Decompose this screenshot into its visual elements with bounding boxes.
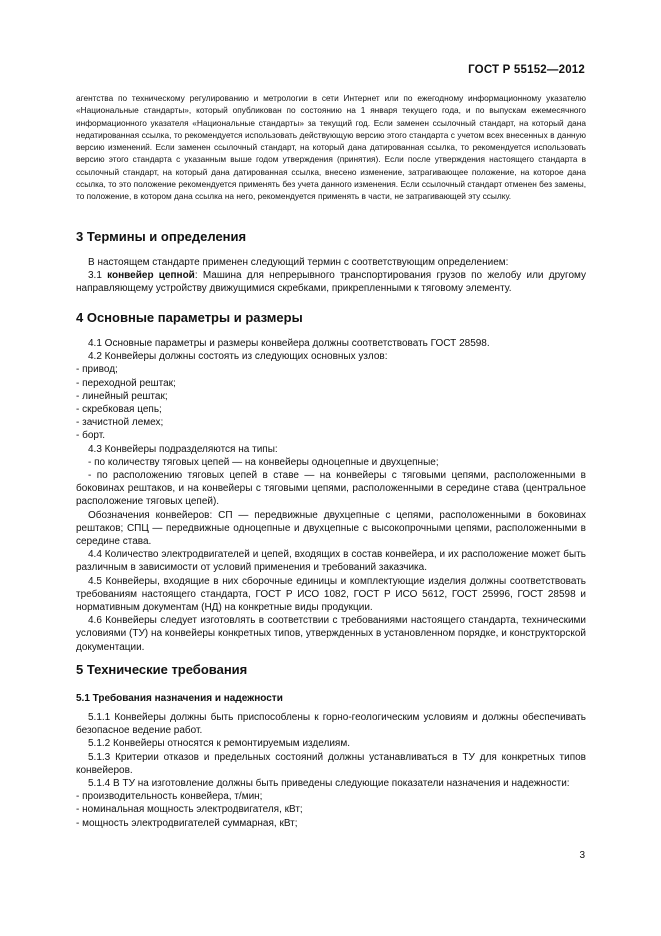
- intro-paragraph: [76, 92, 586, 203]
- clause-5-1-1: 5.1.1 Конвейеры должны быть приспособлены к горно-геологическим условиям и должны обеспечивать безопасное ведение работ.: [76, 712, 586, 737]
- unit-item: - скребковая цепь;: [76, 404, 162, 416]
- unit-item: - зачистной лемех;: [76, 417, 164, 429]
- clause-5-1-3: 5.1.3 Критерии отказов и предельных состояний должны устанавливаться в ТУ для конкретных типов конвейеров.: [76, 751, 586, 776]
- unit-item: - борт.: [76, 430, 105, 442]
- indicator-item: - производительность конвейера, т/мин;: [76, 791, 263, 803]
- clause-4-3-a: - по количеству тяговых цепей — на конвейеры одноцепные и двухцепные;: [88, 456, 439, 468]
- section-3-intro: В настоящем стандарте применен следующий термин с соответствующим определением:: [88, 257, 509, 268]
- clause-4-3: 4.3 Конвейеры подразделяются на типы:: [88, 443, 278, 455]
- clause-4-1: 4.1 Основные параметры и размеры конвейера должны соответствовать ГОСТ 28598.: [88, 338, 490, 349]
- clause-4-3-c: Обозначения конвейеров: СП — передвижные двухцепные с цепями, расположенными в боковинах рештаков; СПЦ — передвижные одноцепные и двухцепные с высокопрочными цепями, расположенными в середине става.: [76, 509, 586, 548]
- section-3: [76, 229, 586, 296]
- section-5-title: 5 Технические требования: [76, 662, 248, 677]
- clause-4-3-b: - по расположению тяговых цепей в ставе — на конвейеры с тяговыми цепями, расположенными в боковинах рештаков, и на конвейеры с тяговыми цепями, расположенными в середине става (центральное расположение тяговых цепей).: [76, 470, 586, 508]
- term-definition: [76, 269, 586, 295]
- section-4-body: [76, 337, 586, 654]
- clause-4-5: 4.5 Конвейеры, входящие в них сборочные единицы и комплектующие изделия должны соответствовать требованиям настоящего стандарта, ГОСТ Р ИСО 1082, ГОСТ Р ИСО 5612, ГОСТ 25996, ГОСТ 28598 и нормативным документам (НД) на конкретные виды продукции.: [76, 575, 586, 614]
- clause-4-6: 4.6 Конвейеры следует изготовлять в соответствии с требованиями настоящего стандарта, техническими условиями (ТУ) на конвейеры конкретных типов, утвержденных в установленном порядке, и конструкторской документации.: [76, 615, 586, 653]
- section-3-title: 3 Термины и определения: [76, 229, 247, 244]
- unit-item: - привод;: [76, 364, 118, 376]
- unit-item: - линейный рештак;: [76, 390, 168, 402]
- term-text: : Машина для непрерывного транспортирования грузов по желобу или другому направляющему устройству движущимися скребками, прикрепленными к тяговому элементу.: [76, 270, 586, 295]
- document-header-id: ГОСТ Р 55152—2012: [468, 64, 585, 76]
- indicator-item: - мощность электродвигателей суммарная, кВт;: [76, 817, 298, 829]
- clause-5-1-2: 5.1.2 Конвейеры относятся к ремонтируемым изделиям.: [88, 738, 350, 750]
- subsection-5-1-title: 5.1 Требования назначения и надежности: [76, 693, 283, 704]
- section-4: [76, 310, 586, 654]
- intro-text: агентства по техническому регулированию и метрологии в сети Интернет или по ежегодному информационному указателю «Национальные стандарты», который опубликован по состоянию на 1 января текущего года, и по выпускам ежемесячного информационного указателя «Национальные стандарты» за текущий год. Если заменен ссылочный стандарт, на который дана недатированная ссылка, то рекомендуется использовать действующую версию этого стандарта с учетом всех внесенных в данную версию изменений. Если заменен ссылочный стандарт, на который дана датированная ссылка, то рекомендуется использовать версию этого стандарта с указанным выше годом утверждения (принятия). Если после утверждения настоящего стандарта в ссылочный стандарт, на который дана датированная ссылка, внесено изменение, затрагивающее положение, на которое дана ссылка, то это положение рекомендуется применять без учета данного изменения. Если ссылочный стандарт отменен без замены, то положение, в котором дана ссылка на него, рекомендуется применять в части, не затрагивающей эту ссылку.: [76, 93, 586, 202]
- section-4-title: 4 Основные параметры и размеры: [76, 310, 303, 325]
- clause-5-1-4: 5.1.4 В ТУ на изготовление должны быть приведены следующие показатели назначения и надежности:: [88, 778, 570, 790]
- section-3-body: [76, 256, 586, 296]
- unit-item: - переходной рештак;: [76, 377, 176, 389]
- term-name: конвейер цепной: [107, 270, 195, 282]
- section-5-body: [76, 711, 586, 830]
- indicator-item: - номинальная мощность электродвигателя, кВт;: [76, 804, 303, 816]
- clause-4-2: 4.2 Конвейеры должны состоять из следующих основных узлов:: [88, 351, 388, 363]
- term-number: 3.1: [88, 270, 108, 282]
- section-5: [76, 662, 586, 830]
- page-number: 3: [579, 850, 585, 861]
- clause-4-4: 4.4 Количество электродвигателей и цепей, входящих в состав конвейера, и их расположение может быть различным в зависимости от условий применения и требований заказчика.: [76, 549, 586, 574]
